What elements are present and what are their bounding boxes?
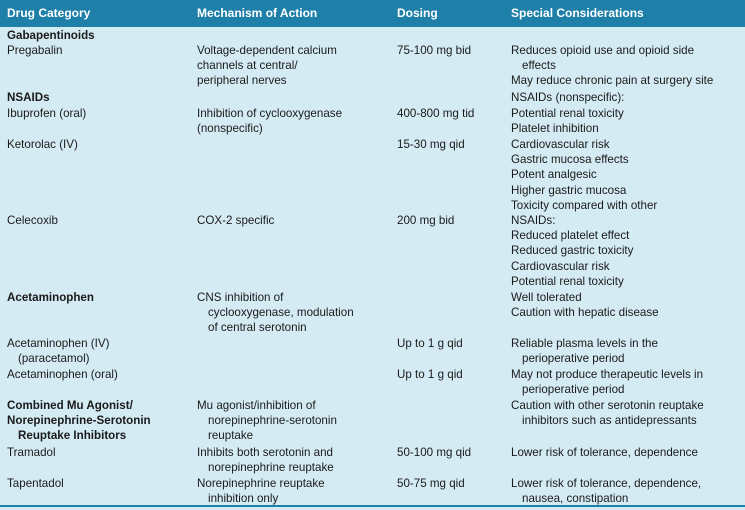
cell-line: Toxicity compared with other xyxy=(511,198,658,212)
cell-line: of central serotonin xyxy=(208,321,307,335)
cell-line: Lower risk of tolerance, dependence, xyxy=(511,477,702,490)
cell-mechanism xyxy=(190,398,390,445)
cell-dosing xyxy=(390,90,504,106)
cell-line: norepinephrine-serotonin xyxy=(208,414,337,428)
cell-dosing xyxy=(390,213,504,290)
cell-drug-category xyxy=(0,43,190,90)
table-row xyxy=(0,43,745,90)
header-drug-category: Drug Category xyxy=(7,6,91,20)
cell-considerations xyxy=(504,336,745,367)
cell-line: Cardiovascular risk xyxy=(511,259,610,273)
cell-line: Inhibition of cyclooxygenase xyxy=(197,107,343,120)
cell-mechanism xyxy=(190,213,390,290)
cell-line: cyclooxygenase, modulation xyxy=(208,306,354,320)
cell-line: Cardiovascular risk xyxy=(511,138,610,151)
cell-line: nausea, constipation xyxy=(522,492,629,506)
table-row xyxy=(0,336,745,367)
cell-drug-category xyxy=(0,90,190,106)
table-body xyxy=(0,27,745,510)
header-mechanism: Mechanism of Action xyxy=(197,6,318,20)
cell-line: inhibitors such as antidepressants xyxy=(522,414,697,428)
cell-line: Norepinephrine reuptake xyxy=(197,477,325,490)
table-row xyxy=(0,137,745,213)
cell-line: 75-100 mg bid xyxy=(397,44,472,57)
cell-considerations xyxy=(504,445,745,476)
table-row xyxy=(0,290,745,336)
table-row xyxy=(0,90,745,106)
cell-line: NSAIDs: xyxy=(511,214,556,227)
cell-considerations xyxy=(504,90,745,106)
cell-line: CNS inhibition of xyxy=(197,291,284,304)
cell-line: (paracetamol) xyxy=(18,352,90,366)
header-dosing: Dosing xyxy=(397,6,438,20)
cell-mechanism xyxy=(190,90,390,106)
cell-line: Reduced platelet effect xyxy=(511,229,630,243)
cell-line: Ketorolac (IV) xyxy=(7,138,78,151)
cell-mechanism xyxy=(190,137,390,213)
cell-line: Ibuprofen (oral) xyxy=(7,107,87,120)
cell-line: Tramadol xyxy=(7,446,56,459)
cell-line: Celecoxib xyxy=(7,214,58,227)
cell-line: Potential renal toxicity xyxy=(511,107,624,120)
cell-drug-category xyxy=(0,106,190,137)
cell-line: Pregabalin xyxy=(7,44,63,57)
cell-line: Potent analgesic xyxy=(511,168,597,182)
cell-line: NSAIDs (nonspecific): xyxy=(511,91,625,104)
cell-line: Voltage-dependent calcium xyxy=(197,44,337,57)
cell-line: (nonspecific) xyxy=(197,122,263,136)
cell-line: Reuptake Inhibitors xyxy=(18,429,127,443)
cell-considerations xyxy=(504,398,745,445)
cell-line: norepinephrine reuptake xyxy=(208,461,334,475)
table-header xyxy=(0,0,745,27)
table-row xyxy=(0,398,745,445)
cell-line: Potential renal toxicity xyxy=(511,274,624,288)
table-row xyxy=(0,28,745,43)
cell-line: May not produce therapeutic levels in xyxy=(511,368,704,381)
table-row xyxy=(0,213,745,290)
cell-line: peripheral nerves xyxy=(197,74,287,88)
cell-line: Up to 1 g qid xyxy=(397,368,463,381)
cell-considerations xyxy=(504,290,745,336)
cell-dosing xyxy=(390,336,504,367)
cell-mechanism xyxy=(190,367,390,398)
cell-line: Gastric mucosa effects xyxy=(511,153,629,167)
cell-line: reuptake xyxy=(208,429,254,443)
cell-line: Inhibits both serotonin and xyxy=(197,446,334,459)
cell-line: May reduce chronic pain at surgery site xyxy=(511,74,714,88)
cell-dosing xyxy=(390,398,504,445)
cell-line: inhibition only xyxy=(208,492,279,506)
cell-drug-category xyxy=(0,398,190,445)
cell-dosing xyxy=(390,367,504,398)
cell-drug-category xyxy=(0,367,190,398)
cell-mechanism xyxy=(190,445,390,476)
cell-line: Up to 1 g qid xyxy=(397,337,463,350)
cell-dosing xyxy=(390,137,504,213)
cell-line: NSAIDs xyxy=(7,91,50,104)
cell-line: 50-75 mg qid xyxy=(397,477,465,490)
cell-considerations xyxy=(504,106,745,137)
table-row xyxy=(0,445,745,476)
cell-line: Caution with other serotonin reuptake xyxy=(511,399,704,412)
cell-drug-category xyxy=(0,137,190,213)
cell-line: 15-30 mg qid xyxy=(397,138,465,151)
cell-line: channels at central/ xyxy=(197,59,298,73)
cell-dosing xyxy=(390,445,504,476)
cell-line: effects xyxy=(522,59,556,73)
cell-considerations xyxy=(504,28,745,43)
header-special-considerations: Special Considerations xyxy=(511,6,644,20)
cell-line: Well tolerated xyxy=(511,291,582,304)
cell-line: 400-800 mg tid xyxy=(397,107,475,120)
cell-line: Norepinephrine-Serotonin xyxy=(7,414,151,428)
cell-drug-category xyxy=(0,290,190,336)
cell-considerations xyxy=(504,213,745,290)
cell-dosing xyxy=(390,290,504,336)
cell-line: Caution with hepatic disease xyxy=(511,306,659,320)
cell-line: 200 mg bid xyxy=(397,214,455,227)
cell-mechanism xyxy=(190,43,390,90)
cell-mechanism xyxy=(190,106,390,137)
cell-line: Acetaminophen (oral) xyxy=(7,368,118,381)
cell-line: Lower risk of tolerance, dependence xyxy=(511,446,698,459)
cell-line: Tapentadol xyxy=(7,477,64,490)
cell-drug-category xyxy=(0,445,190,476)
cell-line: COX-2 specific xyxy=(197,214,275,227)
cell-considerations xyxy=(504,367,745,398)
cell-line: Reliable plasma levels in the xyxy=(511,337,658,350)
cell-line: Acetaminophen (IV) xyxy=(7,337,110,350)
cell-drug-category xyxy=(0,336,190,367)
table-row xyxy=(0,106,745,137)
cell-considerations xyxy=(504,137,745,213)
cell-considerations xyxy=(504,43,745,90)
cell-line: perioperative period xyxy=(522,352,625,366)
cell-line: Reduces opioid use and opioid side xyxy=(511,44,695,57)
cell-dosing xyxy=(390,106,504,137)
cell-line: Acetaminophen xyxy=(7,291,94,304)
cell-line: 50-100 mg qid xyxy=(397,446,472,459)
cell-mechanism xyxy=(190,290,390,336)
cell-dosing xyxy=(390,43,504,90)
table-row xyxy=(0,367,745,398)
cell-line: Gabapentinoids xyxy=(7,29,95,42)
cell-line: Mu agonist/inhibition of xyxy=(197,399,316,412)
cell-mechanism xyxy=(190,28,390,43)
cell-drug-category xyxy=(0,213,190,290)
cell-line: Reduced gastric toxicity xyxy=(511,244,634,258)
cell-line: Combined Mu Agonist/ xyxy=(7,399,133,412)
cell-mechanism xyxy=(190,336,390,367)
cell-drug-category xyxy=(0,28,190,43)
cell-dosing xyxy=(390,28,504,43)
cell-line: Platelet inhibition xyxy=(511,122,599,136)
cell-line: Higher gastric mucosa xyxy=(511,183,627,197)
cell-line: perioperative period xyxy=(522,383,625,397)
